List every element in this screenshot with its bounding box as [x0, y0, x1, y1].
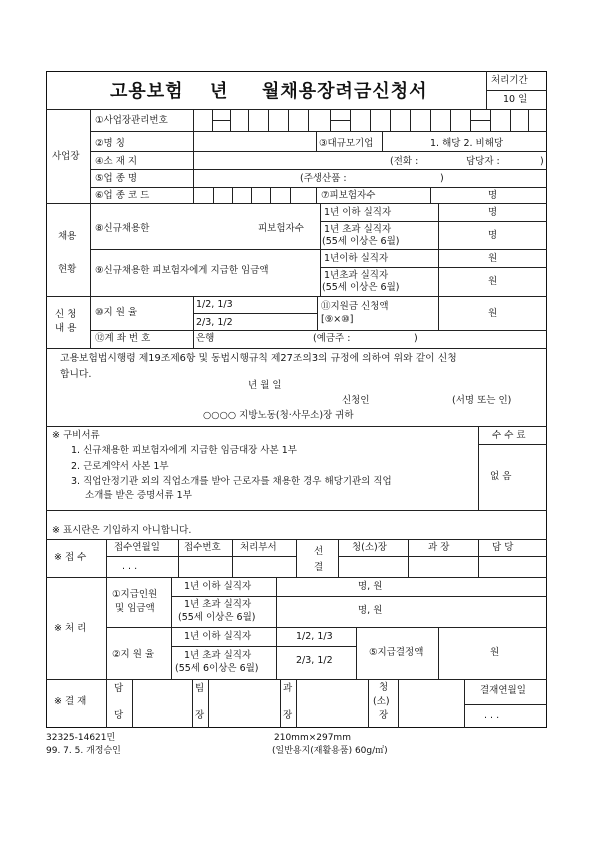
- new-hire-label: ⑧신규채용한: [95, 223, 150, 234]
- form-title-right: 월채용장려금신청서: [262, 81, 428, 102]
- approval-chief-3: 장: [379, 710, 389, 721]
- business-type-label: ⑤업 종 명: [95, 173, 138, 184]
- fee-label: 수 수 료: [492, 430, 526, 441]
- section-application-1: 신 청: [55, 309, 77, 320]
- hire-over1-sub: (55세 이상은 6월): [322, 236, 400, 247]
- required-doc-3: 3. 직업안정기관 외의 직업소개를 받아 근로자를 채용한 경우 해당기관의 직업: [71, 476, 392, 487]
- processing-label: ※ 처 리: [54, 623, 87, 634]
- applicant-label: 신청인: [342, 395, 370, 406]
- support-rate-label: ⑩지 원 율: [95, 307, 138, 318]
- wage-paid-label: ⑨신규채용한 피보험자에게 지급한 임금액: [95, 265, 269, 276]
- required-docs-header: ※ 구비서류: [52, 430, 100, 441]
- proc-rate-1: 1/2, 1/3: [296, 631, 333, 642]
- proc-under1b-label: 1년 이하 실직자: [184, 631, 252, 642]
- wage-under1-unit: 원: [488, 253, 498, 264]
- section-application-2: 내 용: [55, 323, 77, 334]
- hire-under1-unit: 명: [488, 207, 498, 218]
- large-company-label: ③대규모기업: [319, 138, 374, 149]
- receipt-col-date: 접수연월일: [114, 542, 160, 553]
- insured-count-label: ⑦피보험자수: [321, 190, 376, 201]
- depositor-label: (예금주 :: [313, 333, 351, 344]
- requested-amount-unit: 원: [488, 308, 498, 319]
- notice-text: ※ 표시란은 기입하지 아니합니다.: [52, 525, 192, 536]
- approval-staff-2: 당: [114, 710, 124, 721]
- required-doc-1: 1. 신규채용한 피보험자에게 지급한 임금대장 사본 1부: [71, 445, 297, 456]
- pay-value-1: 명, 원: [358, 581, 383, 592]
- pay-value-2: 명, 원: [358, 605, 383, 616]
- new-hire-label-2: 피보험자수: [258, 223, 304, 234]
- declaration-date: 년 월 일: [248, 380, 282, 391]
- business-code-label: ⑥업 종 코 드: [95, 190, 150, 201]
- decision-amount-unit: 원: [490, 647, 500, 658]
- declaration-line-1: 고용보험법시행령 제19조제6항 및 동법시행규칙 제27조의3의 규정에 의하여 위와 같이 신청: [60, 353, 457, 364]
- approval-mgr-1: 과: [283, 683, 293, 694]
- main-product-label: (주생산품 :: [300, 173, 347, 184]
- processing-period-label: 처리기간: [491, 75, 528, 86]
- paper-size: 210mm×297mm: [274, 733, 351, 743]
- proc-over1-label: 1년 초과 실직자: [184, 599, 252, 610]
- hire-over1-label: 1년 초과 실직자: [324, 224, 392, 235]
- hire-over1-unit: 명: [488, 230, 498, 241]
- approval-mgr-2: 장: [283, 710, 293, 721]
- wage-under1-label: 1년이하 실직자: [324, 253, 389, 264]
- main-product-close: ): [440, 173, 444, 184]
- wage-over1-unit: 원: [488, 276, 498, 287]
- required-doc-2: 2. 근로계약서 사본 1부: [71, 461, 169, 472]
- decision-amount-label: ⑤지급결정액: [369, 647, 424, 658]
- form-code: 32325-14621민: [46, 733, 116, 743]
- wage-over1-sub: (55세 이상은 6월): [322, 282, 400, 293]
- signature-label: (서명 또는 인): [452, 395, 512, 406]
- approval-team-1: 팀: [195, 683, 205, 694]
- phone-label: (전화 :: [390, 156, 419, 167]
- fee-value: 없 음: [490, 471, 512, 482]
- role-manager: 과 장: [428, 542, 450, 553]
- role-staff: 담 당: [492, 542, 514, 553]
- wage-over1-label: 1년초과 실직자: [324, 270, 389, 281]
- role-chief: 청(소)장: [352, 542, 387, 553]
- processing-period-value: 10 일: [503, 94, 528, 105]
- receipt-date-placeholder: . . .: [122, 561, 138, 572]
- insured-count-unit: 명: [488, 190, 498, 201]
- paper-type: (일반용지(재활용품) 60g/㎡): [272, 746, 388, 756]
- hire-under1-label: 1년 이하 실직자: [324, 207, 392, 218]
- account-no-label: ⑫계 좌 번 호: [95, 333, 151, 344]
- proc-under1-label: 1년 이하 실직자: [184, 581, 252, 592]
- support-rate-2: 2/3, 1/2: [196, 317, 233, 328]
- receipt-col-dept: 처리부서: [240, 542, 277, 553]
- address-label: ④소 재 지: [95, 156, 138, 167]
- recipient-office: ○○○○ 지방노동(청·사무소)장 귀하: [203, 410, 354, 421]
- section-hire-2: 현황: [58, 264, 77, 275]
- approval-chief-1: 청: [379, 682, 389, 693]
- phone-close: ): [540, 156, 544, 167]
- form-title-left: 고용보험: [110, 81, 184, 102]
- approval-date-label: 결재연월일: [480, 685, 526, 696]
- contact-person-label: 담당자 :: [466, 156, 500, 167]
- support-rate-1: 1/2, 1/3: [196, 299, 233, 310]
- proc-over1b-label: 1년 초과 실직자: [184, 650, 252, 661]
- proc-rate-2: 2/3, 1/2: [296, 655, 333, 666]
- approval-chief-2: (소): [373, 696, 390, 707]
- declaration-line-2: 합니다.: [60, 369, 92, 380]
- form-title-year: 년: [210, 81, 229, 102]
- approval-team-2: 장: [195, 710, 205, 721]
- approval-staff-1: 담: [114, 683, 124, 694]
- section-hire-1: 채용: [58, 231, 77, 242]
- large-company-options: 1. 해당 2. 비해당: [430, 138, 504, 149]
- requested-amount-label: ⑪지원금 신청액: [321, 301, 389, 312]
- proc-rate-label: ②지 원 율: [112, 649, 155, 660]
- approval-mark-2: 결: [314, 562, 324, 573]
- depositor-close: ): [414, 333, 418, 344]
- proc-over1-sub: (55세 이상은 6월): [178, 612, 256, 623]
- required-doc-3b: 소개를 받은 증명서류 1부: [85, 490, 192, 501]
- approval-mark-1: 선: [314, 546, 324, 557]
- receipt-label: ※ 접 수: [54, 552, 87, 563]
- name-label: ②명 칭: [95, 138, 125, 149]
- mgmt-no-label: ①사업장관리번호: [95, 115, 168, 126]
- approval-label: ※ 결 재: [54, 696, 87, 707]
- form-approved: 99. 7. 5. 개정승인: [46, 746, 121, 756]
- requested-amount-formula: [⑨×⑩]: [321, 314, 354, 325]
- pay-count-label-2: 및 임금액: [115, 603, 155, 614]
- receipt-col-no: 접수번호: [184, 542, 221, 553]
- bank-label: 은행: [196, 333, 215, 344]
- pay-count-label-1: ①지급인원: [112, 589, 158, 600]
- approval-date-placeholder: . . .: [484, 710, 500, 721]
- proc-over1b-sub: (55세 6이상은 6월): [175, 663, 259, 674]
- section-employer: 사업장: [52, 151, 80, 162]
